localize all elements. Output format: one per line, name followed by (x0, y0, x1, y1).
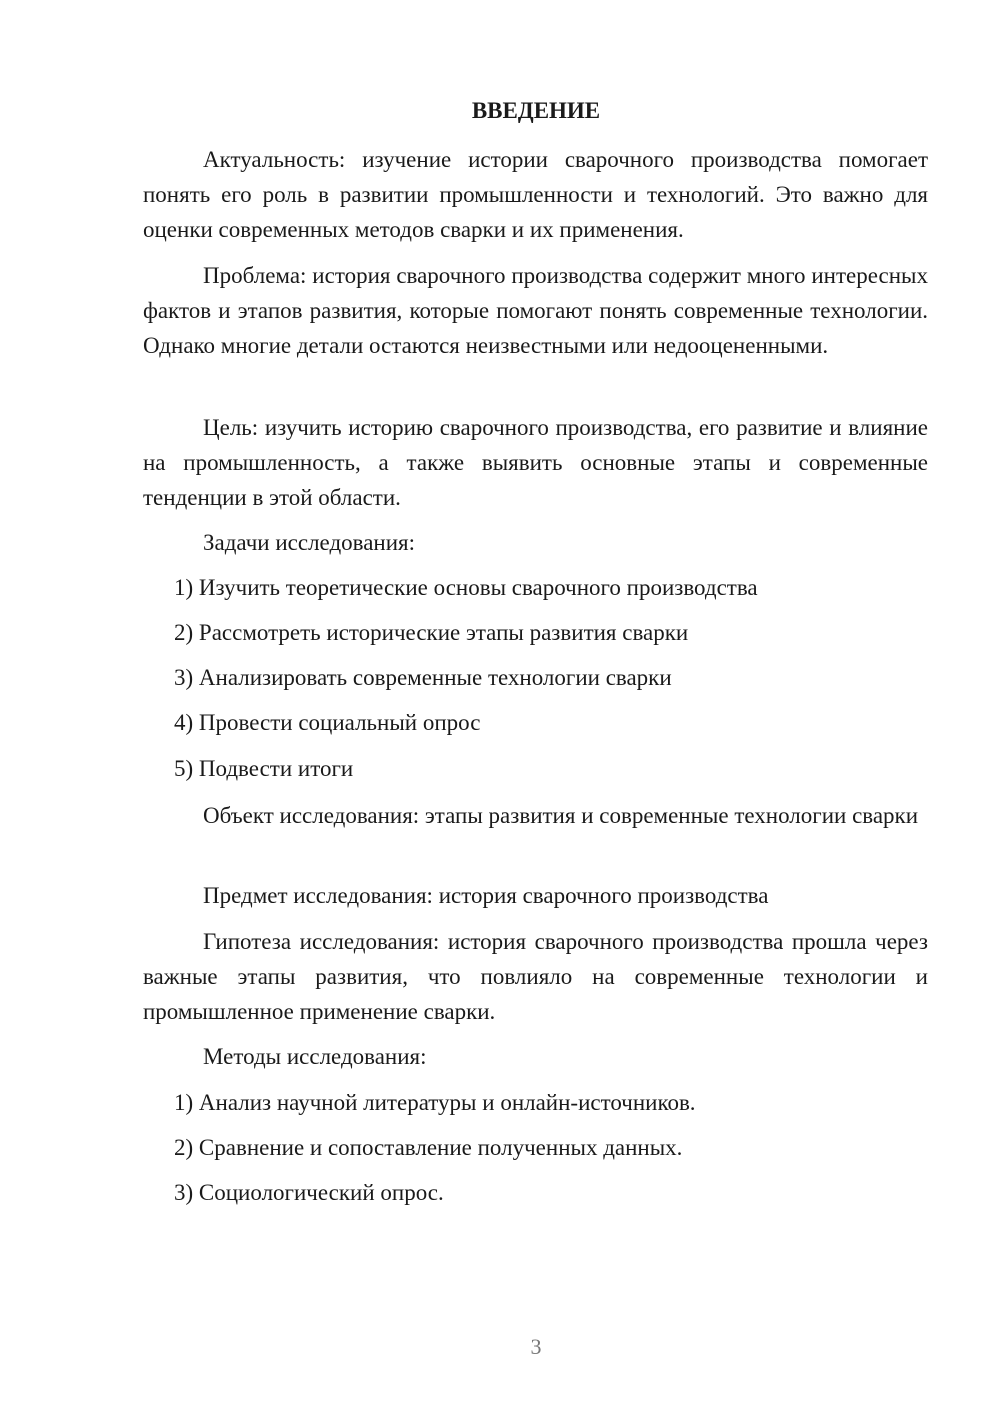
methods-heading: Методы исследования: (203, 1044, 427, 1069)
method-item-3: 3) Социологический опрос. (174, 1180, 444, 1205)
section-title: ВВЕДЕНИЕ (471, 98, 601, 123)
research-subject-paragraph: Предмет исследования: история сварочного производства (203, 883, 769, 908)
research-object-paragraph: Объект исследования: этапы развития и современные технологии сварки (203, 803, 919, 828)
task-item-3: 3) Анализировать современные технологии сварки (174, 665, 672, 690)
method-item-2: 2) Сравнение и сопоставление полученных данных. (174, 1135, 683, 1160)
relevance-paragraph: Актуальность: изучение истории сварочного производства помогает понять его роль в развитии промышленности и технологий. Это важно для оценки современных методов сварки и их применения. (143, 147, 928, 242)
task-item-2: 2) Рассмотреть исторические этапы развития сварки (174, 620, 689, 645)
tasks-heading: Задачи исследования: (203, 530, 416, 555)
page-number: 3 (530, 1334, 542, 1359)
goal-paragraph: Цель: изучить историю сварочного производства, его развитие и влияние на промышленность, а также выявить основные этапы и современные тенденции в этой области. (143, 415, 928, 510)
hypothesis-paragraph: Гипотеза исследования: история сварочного производства прошла через важные этапы развития, что повлияло на современные технологии и промышленное применение сварки. (143, 929, 928, 1024)
task-item-4: 4) Провести социальный опрос (174, 710, 481, 735)
task-item-5: 5) Подвести итоги (174, 756, 354, 781)
problem-paragraph: Проблема: история сварочного производства содержит много интересных фактов и этапов развития, которые помогают понять современные технологии. Однако многие детали остаются неизвестными или недооцененными. (143, 263, 928, 358)
method-item-1: 1) Анализ научной литературы и онлайн-источников. (174, 1090, 696, 1115)
task-item-1: 1) Изучить теоретические основы сварочного производства (174, 575, 758, 600)
